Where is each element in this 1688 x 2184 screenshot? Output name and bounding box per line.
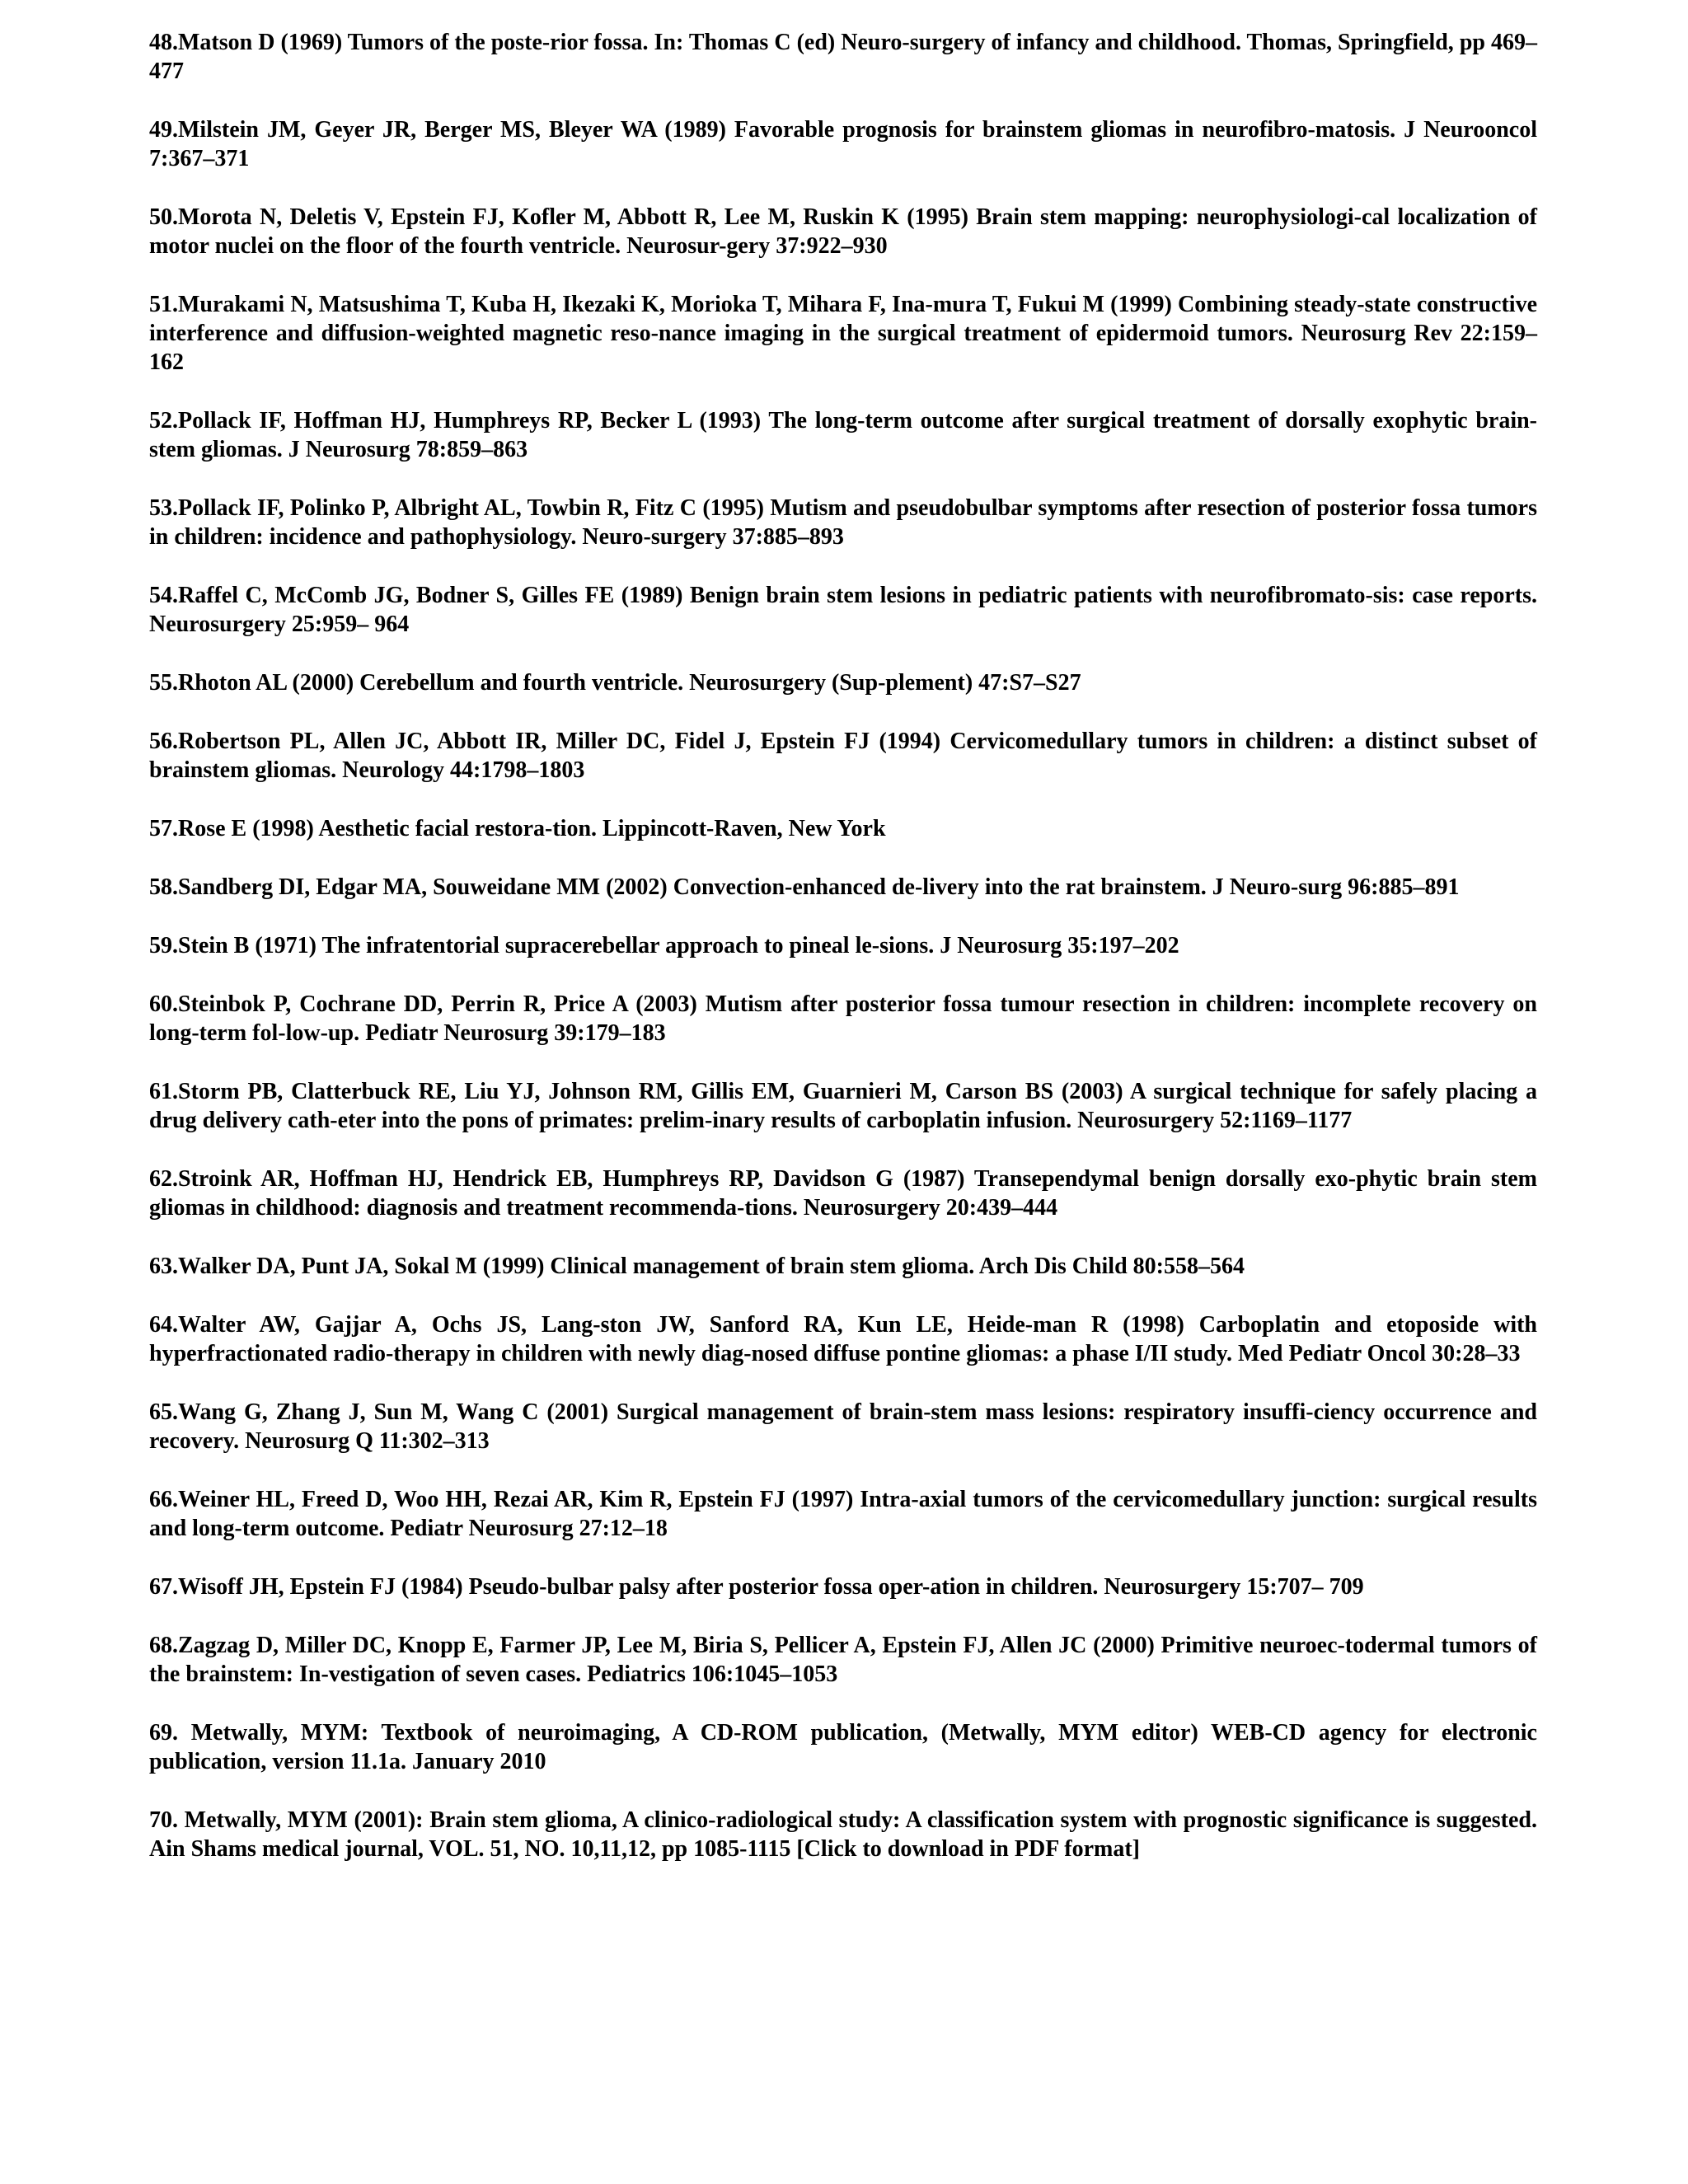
reference-60: 60.Steinbok P, Cochrane DD, Perrin R, Price A (2003) Mutism after posterior fossa tumour resection in children: incomplete recovery on long-term fol-low-up. Pediatr Neurosurg 39:179–183 [149, 991, 1537, 1046]
reference-63: 63.Walker DA, Punt JA, Sokal M (1999) Clinical management of brain stem glioma. Arch Dis Child 80:558–564 [149, 1254, 1245, 1279]
reference-57: 57.Rose E (1998) Aesthetic facial restora-tion. Lippincott-Raven, New York [149, 816, 886, 841]
reference-50: 50.Morota N, Deletis V, Epstein FJ, Kofler M, Abbott R, Lee M, Ruskin K (1995) Brain stem mapping: neurophysiologi-cal localization of motor nuclei on the floor of the fourth ventricle. Neurosur-gery 37:922–930 [149, 204, 1537, 259]
reference-55: 55.Rhoton AL (2000) Cerebellum and fourth ventricle. Neurosurgery (Sup-plement) 47:S7–S27 [149, 670, 1081, 696]
reference-59: 59.Stein B (1971) The infratentorial supracerebellar approach to pineal le-sions. J Neurosurg 35:197–202 [149, 933, 1179, 958]
reference-64: 64.Walter AW, Gajjar A, Ochs JS, Lang-ston JW, Sanford RA, Kun LE, Heide-man R (1998) Carboplatin and etoposide with hyperfractionated radio-therapy in children with newly diag-nosed diffuse pontine gliomas: a phase I/II study. Med Pediatr Oncol 30:28–33 [149, 1312, 1537, 1366]
reference-58: 58.Sandberg DI, Edgar MA, Souweidane MM (2002) Convection-enhanced de-livery into the rat brainstem. J Neuro-surg 96:885–891 [149, 874, 1460, 900]
reference-70: 70. Metwally, MYM (2001): Brain stem glioma, A clinico-radiological study: A classification system with prognostic significance is suggested. Ain Shams medical journal, VOL. 51, NO. 10,11,12, pp 1085-1115 [Click to download in PDF format] [149, 1807, 1537, 1862]
reference-66: 66.Weiner HL, Freed D, Woo HH, Rezai AR, Kim R, Epstein FJ (1997) Intra-axial tumors of the cervicomedullary junction: surgical results and long-term outcome. Pediatr Neurosurg 27:12–18 [149, 1487, 1537, 1541]
reference-65: 65.Wang G, Zhang J, Sun M, Wang C (2001) Surgical management of brain-stem mass lesions: respiratory insuffi-ciency occurrence and recovery. Neurosurg Q 11:302–313 [149, 1399, 1537, 1454]
reference-56: 56.Robertson PL, Allen JC, Abbott IR, Miller DC, Fidel J, Epstein FJ (1994) Cervicomedullary tumors in children: a distinct subset of brainstem gliomas. Neurology 44:1798–1803 [149, 729, 1537, 783]
reference-68: 68.Zagzag D, Miller DC, Knopp E, Farmer JP, Lee M, Biria S, Pellicer A, Epstein FJ, Allen JC (2000) Primitive neuroec-todermal tumors of the brainstem: In-vestigation of seven cases. Pediatrics 106:1045–1053 [149, 1633, 1537, 1687]
reference-list [149, 28, 1537, 1863]
reference-52: 52.Pollack IF, Hoffman HJ, Humphreys RP, Becker L (1993) The long-term outcome after surgical treatment of dorsally exophytic brain-stem gliomas. J Neurosurg 78:859–863 [149, 408, 1537, 462]
reference-53: 53.Pollack IF, Polinko P, Albright AL, Towbin R, Fitz C (1995) Mutism and pseudobulbar symptoms after resection of posterior fossa tumors in children: incidence and pathophysiology. Neuro-surgery 37:885–893 [149, 495, 1537, 550]
reference-62: 62.Stroink AR, Hoffman HJ, Hendrick EB, Humphreys RP, Davidson G (1987) Transependymal benign dorsally exo-phytic brain stem gliomas in childhood: diagnosis and treatment recommenda-tions. Neurosurgery 20:439–444 [149, 1166, 1537, 1221]
reference-49: 49.Milstein JM, Geyer JR, Berger MS, Bleyer WA (1989) Favorable prognosis for brainstem gliomas in neurofibro-matosis. J Neurooncol 7:367–371 [149, 117, 1537, 171]
reference-61: 61.Storm PB, Clatterbuck RE, Liu YJ, Johnson RM, Gillis EM, Guarnieri M, Carson BS (2003) A surgical technique for safely placing a drug delivery cath-eter into the pons of primates: prelim-inary results of carboplatin infusion. Neurosurgery 52:1169–1177 [149, 1079, 1537, 1133]
reference-54: 54.Raffel C, McComb JG, Bodner S, Gilles FE (1989) Benign brain stem lesions in pediatric patients with neurofibromato-sis: case reports. Neurosurgery 25:959– 964 [149, 583, 1537, 637]
reference-67: 67.Wisoff JH, Epstein FJ (1984) Pseudo-bulbar palsy after posterior fossa oper-ation in children. Neurosurgery 15:707– 709 [149, 1574, 1364, 1600]
reference-51: 51.Murakami N, Matsushima T, Kuba H, Ikezaki K, Morioka T, Mihara F, Ina-mura T, Fukui M (1999) Combining steady-state constructive interference and diffusion-weighted magnetic reso-nance imaging in the surgical treatment of epidermoid tumors. Neurosurg Rev 22:159–162 [149, 292, 1537, 375]
reference-69: 69. Metwally, MYM: Textbook of neuroimaging, A CD-ROM publication, (Metwally, MYM editor) WEB-CD agency for electronic publication, version 11.1a. January 2010 [149, 1720, 1537, 1774]
reference-48: 48.Matson D (1969) Tumors of the poste-rior fossa. In: Thomas C (ed) Neuro-surgery of infancy and childhood. Thomas, Springfield, pp 469–477 [149, 30, 1537, 84]
